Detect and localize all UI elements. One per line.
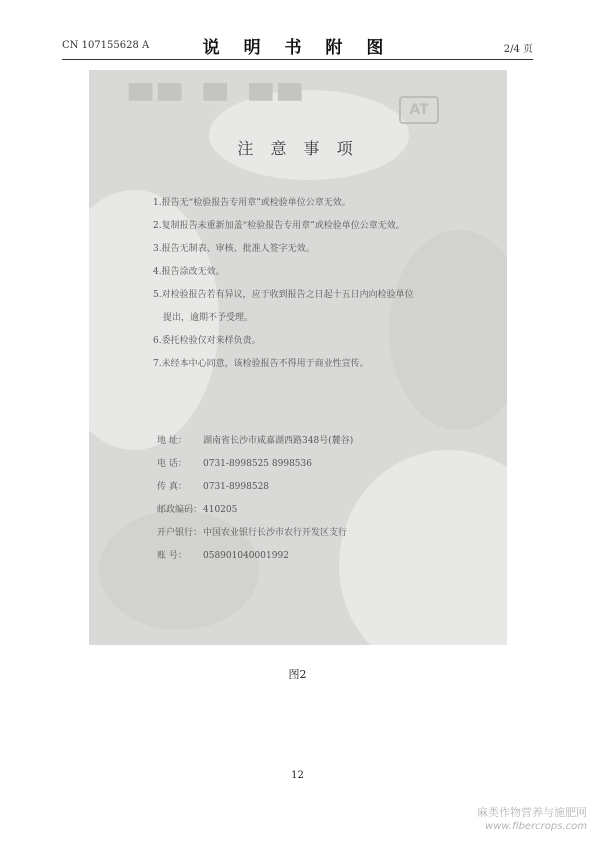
contact-row-phone <box>157 459 353 482</box>
contact-value: 0731-8998525 8998536 <box>203 459 312 469</box>
bleed-through-marks: ▀▀ ▀ ▀▀ <box>129 84 308 119</box>
watermark-logo: AT <box>399 96 439 124</box>
notice-item: 2.复制报告未重新加盖“检验报告专用章”或检验单位公章无效。 <box>153 221 405 231</box>
notice-item: 7.未经本中心同意，该检验报告不得用于商业性宣传。 <box>153 359 369 369</box>
notice-title: 注 意 事 项 <box>237 139 359 158</box>
header-rule <box>62 59 533 60</box>
section-title: 说 明 书 附 图 <box>202 38 393 58</box>
contact-row-bank <box>157 528 353 551</box>
contact-row-address <box>157 436 353 459</box>
contact-label: 传 真： <box>157 482 187 492</box>
contact-label: 邮政编码： <box>157 505 203 515</box>
contact-value: 0731-8998528 <box>203 482 270 492</box>
contact-row-postcode <box>157 505 353 528</box>
notice-item: 4.报告涂改无效。 <box>153 267 225 277</box>
contact-label: 开户银行： <box>157 528 203 538</box>
contact-row-fax <box>157 482 353 505</box>
notice-item: 6.委托检验仅对来样负责。 <box>153 336 261 346</box>
notice-item: 3.报告无制表、审核、批准人签字无效。 <box>153 244 315 254</box>
scan-blotch <box>339 450 507 645</box>
contact-value: 湖南省长沙市咸嘉湖西路348号(麓谷) <box>203 436 354 446</box>
contact-label: 账 号： <box>157 551 187 561</box>
notice-list <box>153 198 414 382</box>
watermark-site-name: 麻类作物营养与施肥网 <box>477 806 587 819</box>
page-number: 12 <box>291 770 304 781</box>
site-watermark <box>477 806 587 833</box>
contact-label: 地 址： <box>157 436 187 446</box>
contact-row-account <box>157 551 353 574</box>
contact-value: 058901040001992 <box>203 551 289 561</box>
contact-value: 中国农业银行长沙市农行开发区支行 <box>203 528 348 538</box>
page-header <box>62 30 533 58</box>
watermark-site-url: www.fibercrops.com <box>485 821 587 832</box>
contact-value: 410205 <box>203 505 238 515</box>
contact-label: 电 话： <box>157 459 187 469</box>
figure-caption: 图2 <box>288 668 307 681</box>
page-of: 2/4 页 <box>503 44 533 55</box>
notice-item-continuation: 提出，逾期不予受理。 <box>163 313 254 323</box>
patent-number: CN 107155628 A <box>62 40 150 51</box>
notice-item: 5.对检验报告若有异议，应于收到报告之日起十五日内向检验单位 <box>153 290 414 300</box>
scanned-report-image <box>89 70 507 645</box>
contact-block <box>157 436 353 574</box>
notice-item: 1.报告无“检验报告专用章”或检验单位公章无效。 <box>153 198 351 208</box>
